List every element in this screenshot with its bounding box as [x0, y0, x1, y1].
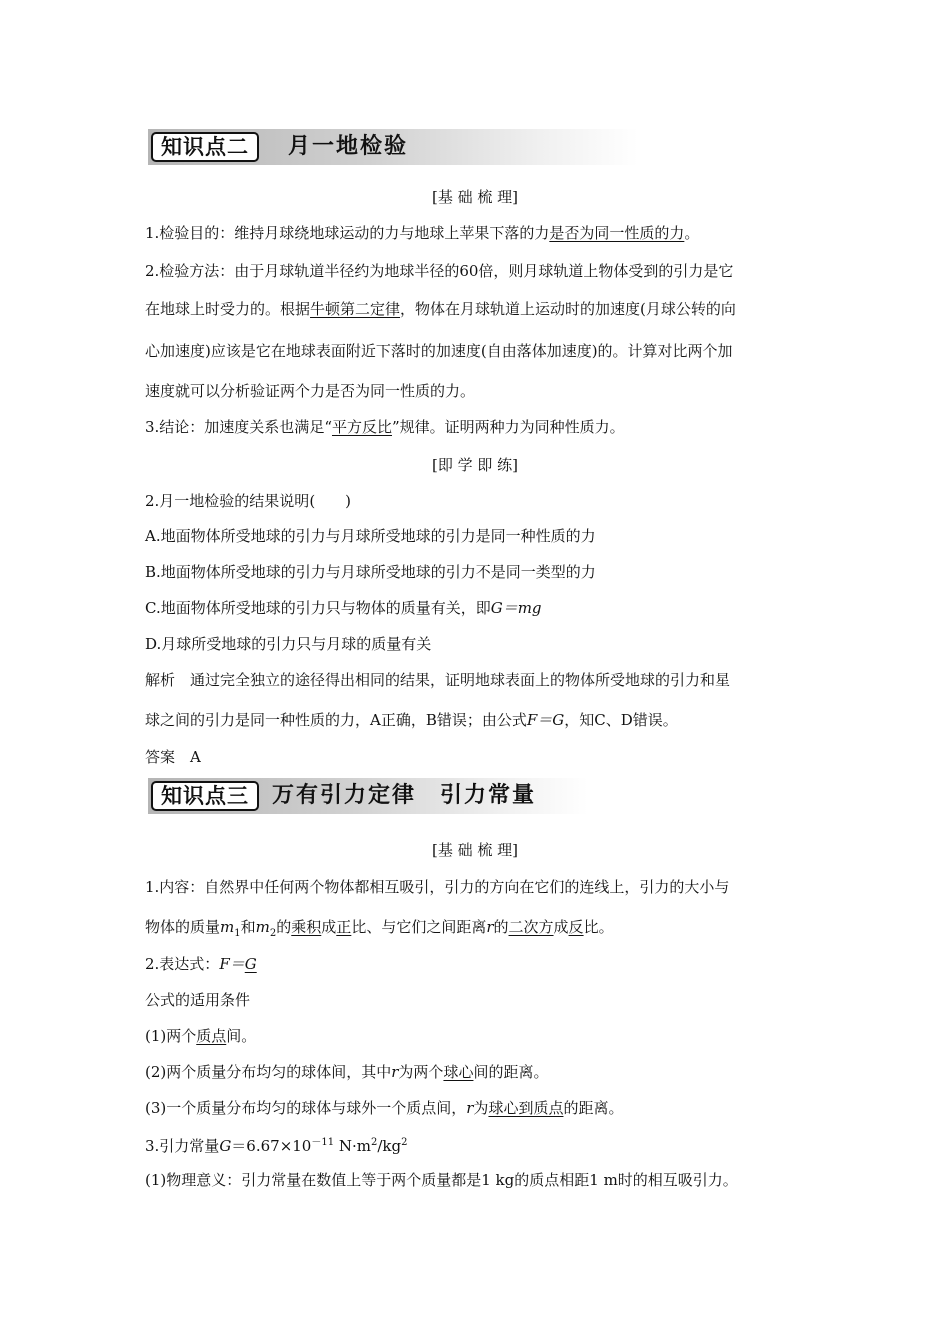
s3-p3-1: (1)物理意义：引力常量在数值上等于两个质量都是1 kg的质点相距1 m时的相互吸引力。 [145, 1171, 738, 1189]
analysis-l2: 球之间的引力是同一种性质的力，A正确，B错误；由公式F＝G，知C、D错误。 [145, 711, 678, 729]
s2-p2-l4: 速度就可以分析验证两个力是否为同一性质的力。 [145, 382, 476, 400]
s3-p1-l2: 物体的质量$m_1$和$m_2$的乘积成正比、与它们之间距离r的二次方成反比。 [145, 918, 614, 939]
s2-p2-l2: 在地球上时受力的。根据牛顿第二定律，物体在月球轨道上运动时的加速度(月球公转的向 [145, 300, 736, 318]
s3-c3: (3)一个质量分布均匀的球体与球外一个质点间，r为球心到质点的距离。 [145, 1099, 624, 1117]
option-a: A.地面物体所受地球的引力与月球所受地球的引力是同一种性质的力 [145, 527, 596, 545]
answer: 答案 A [145, 748, 201, 766]
s2-p2-l3: 心加速度)应该是它在地球表面附近下落时的加速度(自由落体加速度)的。计算对比两个加 [145, 342, 733, 360]
s2-p3: 3.结论：加速度关系也满足“平方反比”规律。证明两种力为同种性质力。 [145, 418, 625, 436]
s3-p3: 3.引力常量$G=6.67\times 10^{-11}$ $N\cdot m^2/kg^2$ [145, 1137, 408, 1155]
s3-p1-l1: 1.内容：自然界中任何两个物体都相互吸引，引力的方向在它们的连线上，引力的大小与 [145, 878, 730, 896]
option-d: D.月球所受地球的引力只与月球的质量有关 [145, 635, 432, 653]
option-c: C.地面物体所受地球的引力只与物体的质量有关，即G＝mg [145, 599, 542, 617]
section-title-2: 月一地检验 [288, 134, 409, 159]
section-tag-3: 知识点三 [151, 781, 259, 811]
question: 2.月一地检验的结果说明( ) [145, 492, 352, 510]
s2-p2-l1: 2.检验方法：由于月球轨道半径约为地球半径的60倍，则月球轨道上物体受到的引力是它 [145, 262, 734, 280]
option-b: B.地面物体所受地球的引力与月球所受地球的引力不是同一类型的力 [145, 563, 596, 581]
section-banner-3 [148, 778, 588, 814]
section-tag-2: 知识点二 [151, 132, 259, 162]
section-banner-2 [148, 129, 638, 165]
analysis-l1: 解析 通过完全独立的途径得出相同的结果，证明地球表面上的物体所受地球的引力和星 [145, 671, 731, 689]
basics-label-2: [基 础 梳 理] [431, 188, 518, 206]
basics-label-3: [基 础 梳 理] [431, 841, 518, 859]
s2-p1: 1.检验目的：维持月球绕地球运动的力与地球上苹果下落的力是否为同一性质的力。 [145, 224, 700, 242]
practice-label-2: [即 学 即 练] [431, 456, 518, 474]
s3-p2: 2.表达式：F＝G [145, 955, 257, 973]
s3-c2: (2)两个质量分布均匀的球体间，其中r为两个球心间的距离。 [145, 1063, 549, 1081]
s3-c1: (1)两个质点间。 [145, 1027, 257, 1045]
section-title-3: 万有引力定律 引力常量 [272, 783, 537, 808]
s3-cond: 公式的适用条件 [145, 991, 251, 1009]
